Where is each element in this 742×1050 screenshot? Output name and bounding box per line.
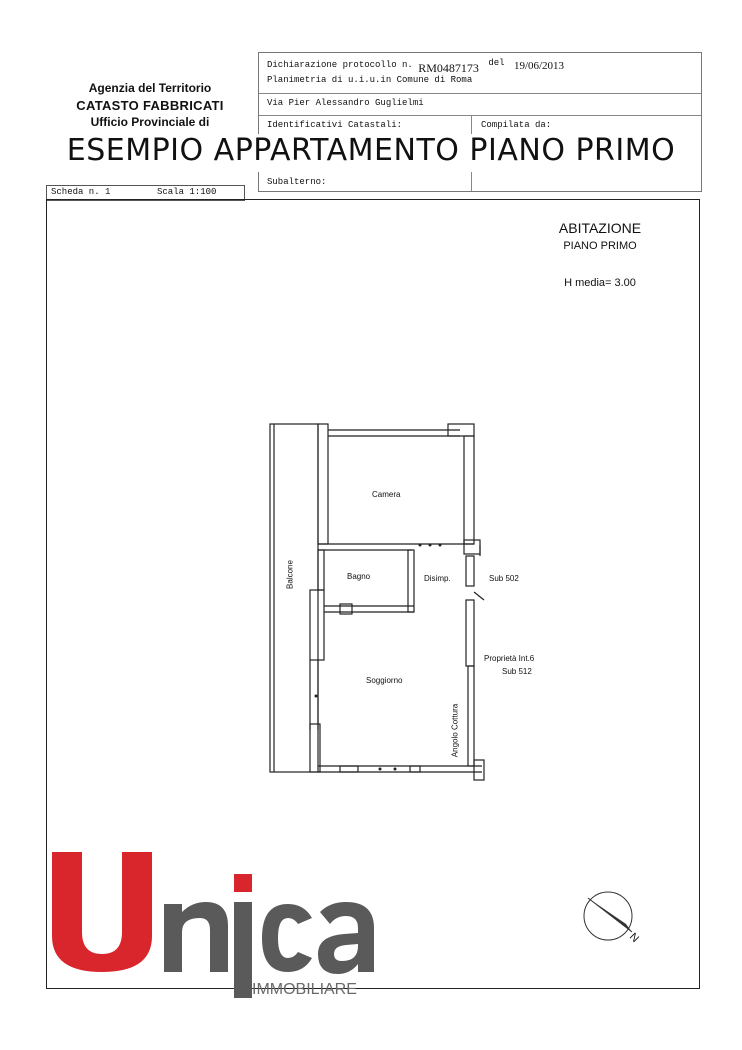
agency-name: Agenzia del Territorio (88, 81, 212, 95)
compilata-label: Compilata da: (481, 120, 552, 130)
overlay-title: ESEMPIO APPARTAMENTO PIANO PRIMO (66, 133, 676, 168)
sub-502-label: Sub 502 (489, 574, 519, 583)
room-camera: Camera (372, 490, 401, 499)
planimetria-line: Planimetria di u.i.u.in Comune di Roma (267, 75, 473, 85)
scheda-number: Scheda n. 1 (51, 187, 111, 197)
scala-label: Scala 1:100 (157, 187, 217, 197)
room-balcone: Balcone (285, 560, 295, 589)
unica-logo (48, 846, 398, 998)
abitazione-label: ABITAZIONE (558, 220, 642, 236)
del-label: del (488, 58, 505, 68)
h-media-label: H media= 3.00 (564, 277, 636, 289)
declaration-label: Dichiarazione protocollo n. (267, 60, 413, 70)
protocol-date: 19/06/2013 (513, 60, 565, 72)
sub-512-label: Sub 512 (502, 667, 532, 676)
room-soggiorno: Soggiorno (366, 676, 403, 685)
proprieta-label: Proprietà Int.6 (484, 654, 535, 663)
logo-subtitle: IMMOBILIARE (252, 981, 357, 998)
room-disimpegno: Disimp. (424, 574, 451, 583)
piano-label: PIANO PRIMO (563, 240, 637, 252)
office-label: Ufficio Provinciale di (90, 115, 210, 129)
address-line: Via Pier Alessandro Guglielmi (267, 98, 424, 108)
compass-icon (580, 888, 650, 950)
subalterno-label: Subalterno: (267, 177, 327, 187)
protocol-number: RM0487173 (418, 61, 479, 75)
identificativi-label: Identificativi Catastali: (267, 120, 403, 130)
catasto-label: CATASTO FABBRICATI (76, 98, 224, 113)
room-bagno: Bagno (347, 572, 371, 581)
room-angolo-cottura: Angolo Cottura (450, 703, 460, 758)
compass-north-label: N (626, 930, 642, 946)
